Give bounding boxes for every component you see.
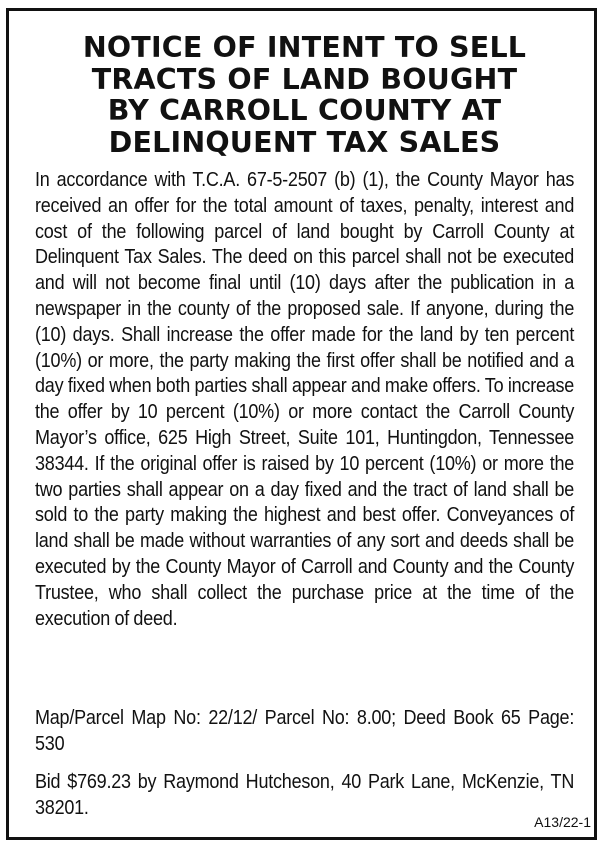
- notice-title: [30, 32, 579, 158]
- ad-code: A13/22-1: [534, 814, 591, 830]
- parcel-info: Map/Parcel Map No: 22/12/ Parcel No: 8.00; Deed Book 65 Page: 530: [35, 707, 575, 755]
- title-line-2: TRACTS OF LAND BOUGHT: [91, 62, 518, 96]
- title-line-3: BY CARROLL COUNTY AT: [107, 94, 502, 127]
- notice-body-paragraph: In accordance with T.C.A. 67-5-2507 (b) (1), the County Mayor has received an offer for the total amount of taxes, penalty, interest and cost of the following parcel of land bought by Carroll County at Delinquent Tax Sales. The deed on this parcel shall not be executed and will not become final until (10) days after the publication in a newspaper in the county of the proposed sale. If anyone, during the (10) days. Shall increase the offer made for the land by ten percent (10%) or more, the party making the first offer shall be notified and a day fixed when both parties shall appear and make offers. To increase the offer by 10 percent (10%) or more contact the Carroll County Mayor’s office, 625 High Street, Suite 101, Huntingdon, Tennessee 38344. If the original offer is raised by 10 percent (10%) or more the two parties shall appear on a day fixed and the tract of land shall be sold to the party making the highest and best offer. Conveyances of land shall be made without warranties of any sort and deeds shall be executed by the County Mayor of Carroll and County and the County Trustee, who shall collect the purchase price at the time of the execution of deed.: [35, 169, 575, 630]
- title-line-4: DELINQUENT TAX SALES: [108, 125, 501, 159]
- bid-info: Bid $769.23 by Raymond Hutcheson, 40 Park Lane, McKenzie, TN 38201.: [35, 771, 575, 819]
- title-line-1: NOTICE OF INTENT TO SELL: [82, 31, 527, 64]
